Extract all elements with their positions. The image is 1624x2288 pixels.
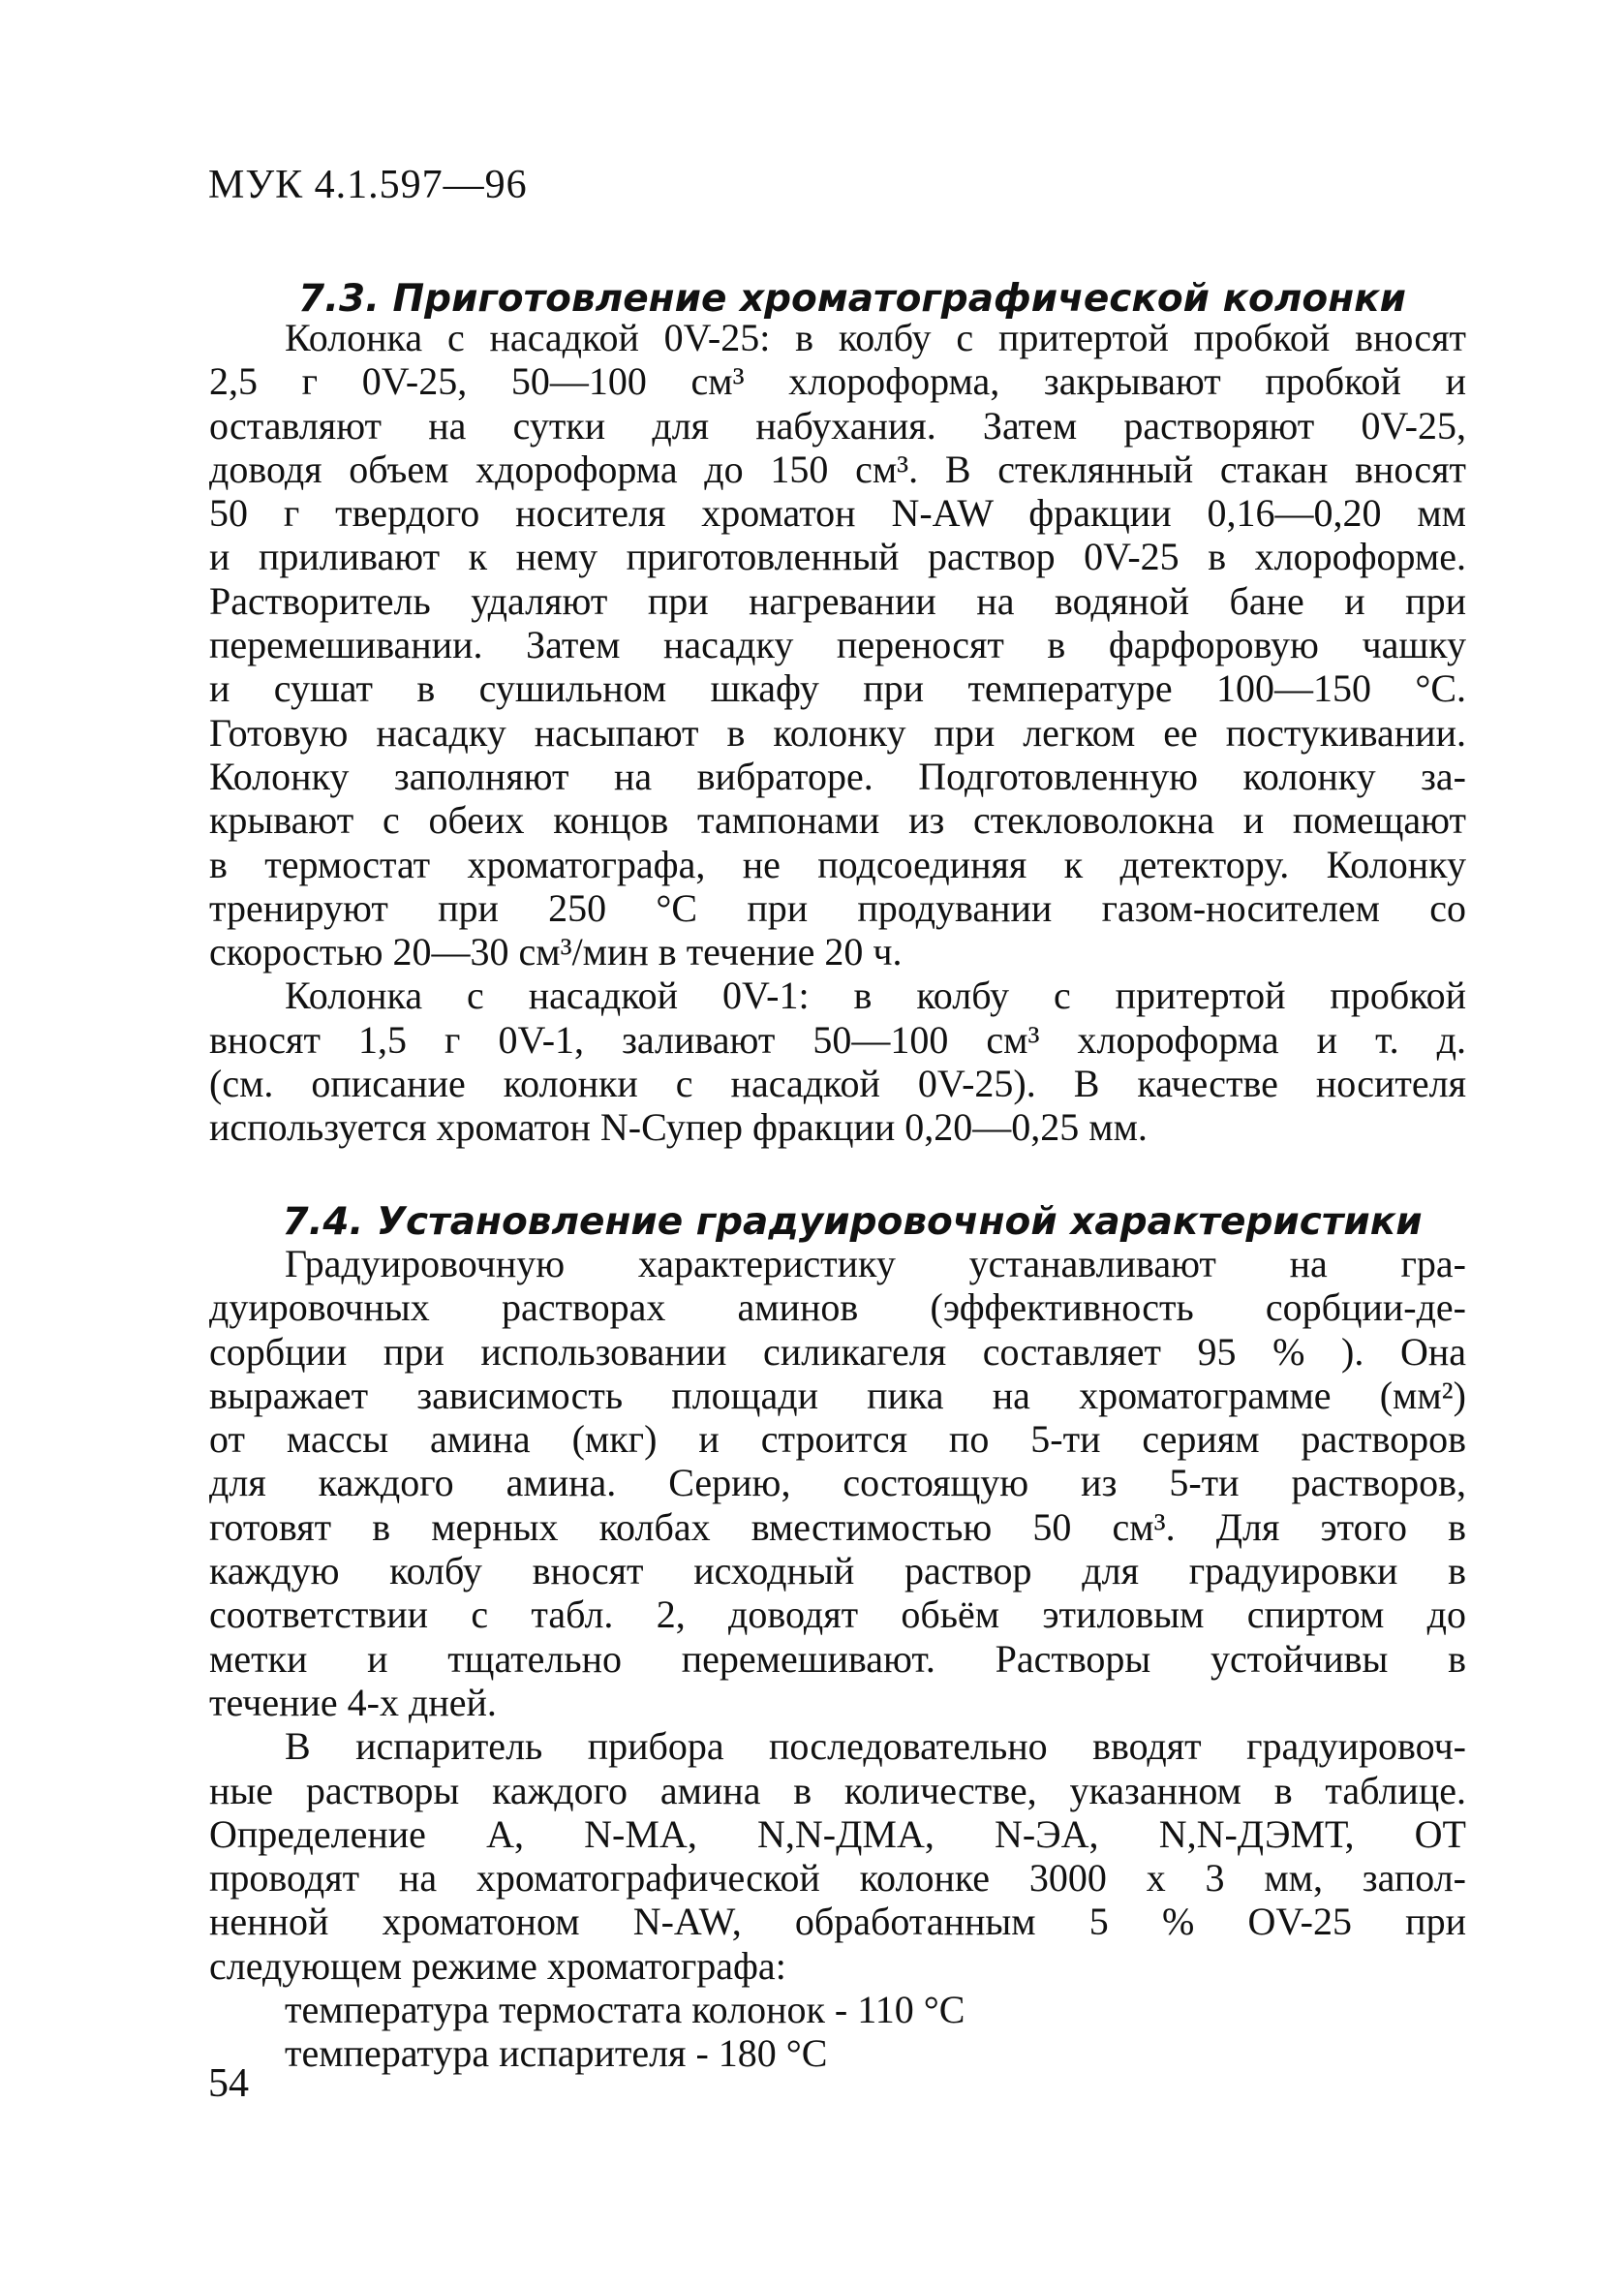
section-title-7-4: 7.4. Установление градуировочной характеристики bbox=[282, 1200, 1423, 1245]
text-line: Растворитель удаляют при нагревании на водяной бане и при bbox=[209, 578, 1466, 623]
text-line: для каждого амина. Серию, состоящую из 5-ти растворов, bbox=[209, 1461, 1466, 1505]
text-line: Колонка с насадкой 0V-1: в колбу с притертой пробкой bbox=[285, 974, 1466, 1018]
document-code: МУК 4.1.597—96 bbox=[208, 163, 528, 207]
text-line: метки и тщательно перемешивают. Растворы устойчивы в bbox=[209, 1636, 1466, 1681]
text-line: следующем режиме хроматографа: bbox=[209, 1943, 786, 1988]
text-line: вносят 1,5 г 0V-1, заливают 50—100 см³ хлороформа и т. д. bbox=[209, 1017, 1466, 1062]
text-line: выражает зависимость площади пика на хроматограмме (мм²) bbox=[209, 1373, 1466, 1417]
text-line: (см. описание колонки с насадкой 0V-25). В качестве носителя bbox=[209, 1062, 1466, 1106]
text-line: Готовую насадку насыпают в колонку при легком ее постукивании. bbox=[209, 710, 1466, 755]
text-line: от массы амина (мкг) и строится по 5-ти сериям растворов bbox=[209, 1417, 1466, 1462]
text-line: В испаритель прибора последовательно вводят градуировоч- bbox=[285, 1724, 1466, 1769]
text-line: дуировочных растворах аминов (эффективность сорбции-де- bbox=[209, 1285, 1466, 1330]
text-line: Определение А, N-МА, N,N-ДМА, N-ЭА, N,N-ДЭМТ, ОТ bbox=[209, 1811, 1466, 1856]
text-line: и приливают к нему приготовленный раствор 0V-25 в хлороформе. bbox=[209, 535, 1466, 579]
text-line: тренируют при 250 °С при продувании газом-носителем со bbox=[209, 885, 1466, 930]
text-line: и сушат в сушильном шкафу при температуре 100—150 °С. bbox=[209, 666, 1466, 711]
text-line: перемешивании. Затем насадку переносят в фарфоровую чашку bbox=[209, 623, 1466, 667]
text-line: проводят на хроматографической колонке 3000 х 3 мм, запол- bbox=[209, 1856, 1466, 1901]
text-line: Градуировочную характеристику устанавливают на гра- bbox=[285, 1242, 1466, 1285]
section-7-3-text bbox=[209, 316, 1466, 1150]
chromatograph-mode-line: температура испарителя - 180 °С bbox=[285, 2031, 828, 2076]
section-7-4-text bbox=[209, 1242, 1466, 2076]
text-line: доводя объем хдороформа до 150 см³. В стеклянный стакан вносят bbox=[209, 447, 1466, 491]
chromatograph-mode-line: температура термостата колонок - 110 °С bbox=[285, 1988, 965, 2032]
text-line: 50 г твердого носителя хроматон N-AW фракции 0,16—0,20 мм bbox=[209, 491, 1466, 536]
text-line: 2,5 г 0V-25, 50—100 см³ хлороформа, закрывают пробкой и bbox=[209, 359, 1466, 404]
section-title-7-3: 7.3. Приготовление хроматографической колонки bbox=[298, 277, 1406, 322]
text-line: в термостат хроматографа, не подсоединяя к детектору. Колонку bbox=[209, 842, 1466, 886]
text-line: используется хроматон N-Супер фракции 0,20—0,25 мм. bbox=[209, 1105, 1148, 1150]
text-line: Колонка с насадкой 0V-25: в колбу с притертой пробкой вносят bbox=[285, 316, 1466, 359]
text-line: крывают с обеих концов тампонами из стекловолокна и помещают bbox=[209, 798, 1466, 843]
text-line: Колонку заполняют на вибраторе. Подготовленную колонку за- bbox=[209, 754, 1466, 798]
text-line: скоростью 20—30 см³/мин в течение 20 ч. bbox=[209, 930, 903, 974]
text-line: течение 4-х дней. bbox=[209, 1680, 497, 1724]
text-line: каждую колбу вносят исходный раствор для градуировки в bbox=[209, 1549, 1466, 1593]
text-line: ненной хроматоном N-AW, обработанным 5 % OV-25 при bbox=[209, 1900, 1466, 1944]
page-number: 54 bbox=[208, 2061, 249, 2106]
text-line: готовят в мерных колбах вместимостью 50 см³. Для этого в bbox=[209, 1504, 1466, 1549]
text-line: сорбции при использовании силикагеля составляет 95 % ). Она bbox=[209, 1329, 1466, 1374]
text-line: соответствии с табл. 2, доводят обьём этиловым спиртом до bbox=[209, 1592, 1466, 1637]
text-line: ные растворы каждого амина в количестве, указанном в таблице. bbox=[209, 1768, 1466, 1812]
text-line: оставляют на сутки для набухания. Затем растворяют 0V-25, bbox=[209, 403, 1466, 448]
